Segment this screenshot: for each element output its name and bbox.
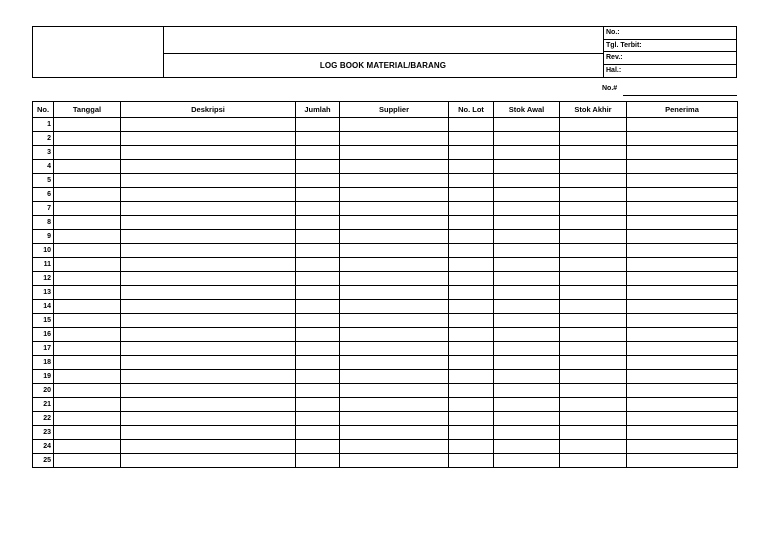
entry-cell[interactable]: [340, 286, 449, 300]
entry-cell[interactable]: [627, 286, 738, 300]
entry-cell[interactable]: [627, 370, 738, 384]
entry-cell[interactable]: [340, 244, 449, 258]
entry-cell[interactable]: [54, 440, 121, 454]
entry-cell[interactable]: [54, 174, 121, 188]
table-header-row: [33, 102, 738, 118]
entry-cell[interactable]: [627, 146, 738, 160]
entry-cell[interactable]: [54, 258, 121, 272]
entry-cell[interactable]: [560, 188, 627, 202]
col-header-stok-awal: Stok Awal: [494, 102, 560, 118]
entry-cell[interactable]: [340, 314, 449, 328]
col-header-tanggal: Tanggal: [54, 102, 121, 118]
entry-cell[interactable]: [560, 454, 627, 468]
entry-cell[interactable]: [494, 272, 560, 286]
table-row: [33, 216, 738, 230]
entry-cell[interactable]: [54, 272, 121, 286]
entry-cell[interactable]: [494, 174, 560, 188]
entry-cell[interactable]: [340, 146, 449, 160]
row-number: 22: [33, 412, 54, 426]
row-number: 3: [33, 146, 54, 160]
entry-cell[interactable]: [494, 216, 560, 230]
entry-cell[interactable]: [560, 412, 627, 426]
entry-cell[interactable]: [627, 426, 738, 440]
entry-cell[interactable]: [627, 384, 738, 398]
entry-cell[interactable]: [296, 174, 340, 188]
entry-cell[interactable]: [494, 286, 560, 300]
entry-cell[interactable]: [449, 202, 494, 216]
entry-cell[interactable]: [560, 132, 627, 146]
entry-cell[interactable]: [296, 146, 340, 160]
table-row: [33, 398, 738, 412]
entry-cell[interactable]: [340, 370, 449, 384]
row-number: 24: [33, 440, 54, 454]
row-number: 8: [33, 216, 54, 230]
entry-cell[interactable]: [494, 244, 560, 258]
entry-cell[interactable]: [121, 342, 296, 356]
row-number: 11: [33, 258, 54, 272]
entry-cell[interactable]: [449, 398, 494, 412]
entry-cell[interactable]: [494, 146, 560, 160]
entry-cell[interactable]: [449, 356, 494, 370]
entry-cell[interactable]: [54, 132, 121, 146]
header-blank-cell: [163, 27, 603, 54]
entry-cell[interactable]: [449, 286, 494, 300]
entry-cell[interactable]: [296, 426, 340, 440]
table-row: [33, 342, 738, 356]
row-number: 20: [33, 384, 54, 398]
meta-number: No.:: [604, 27, 737, 40]
entry-cell[interactable]: [340, 412, 449, 426]
entry-cell[interactable]: [340, 384, 449, 398]
entry-cell[interactable]: [121, 314, 296, 328]
col-header-jumlah: Jumlah: [296, 102, 340, 118]
table-row: [33, 202, 738, 216]
entry-cell[interactable]: [296, 258, 340, 272]
entry-cell[interactable]: [296, 300, 340, 314]
entry-cell[interactable]: [121, 398, 296, 412]
entry-cell[interactable]: [121, 202, 296, 216]
entry-cell[interactable]: [449, 174, 494, 188]
entry-cell[interactable]: [494, 454, 560, 468]
entry-cell[interactable]: [54, 454, 121, 468]
entry-cell[interactable]: [627, 188, 738, 202]
entry-cell[interactable]: [121, 384, 296, 398]
table-row: [33, 132, 738, 146]
entry-cell[interactable]: [449, 272, 494, 286]
entry-cell[interactable]: [54, 384, 121, 398]
entry-cell[interactable]: [449, 216, 494, 230]
table-row: [33, 314, 738, 328]
entry-cell[interactable]: [449, 258, 494, 272]
entry-cell[interactable]: [54, 398, 121, 412]
entry-cell[interactable]: [449, 300, 494, 314]
entry-cell[interactable]: [449, 146, 494, 160]
entry-cell[interactable]: [560, 328, 627, 342]
col-header-stok-akhir: Stok Akhir: [560, 102, 627, 118]
document-meta-block: [603, 27, 737, 77]
entry-cell[interactable]: [121, 160, 296, 174]
entry-cell[interactable]: [560, 174, 627, 188]
entry-cell[interactable]: [494, 160, 560, 174]
log-table-body: [33, 118, 738, 468]
entry-cell[interactable]: [627, 398, 738, 412]
entry-cell[interactable]: [340, 188, 449, 202]
row-number: 2: [33, 132, 54, 146]
entry-cell[interactable]: [560, 160, 627, 174]
entry-cell[interactable]: [121, 454, 296, 468]
entry-cell[interactable]: [627, 160, 738, 174]
entry-cell[interactable]: [121, 132, 296, 146]
entry-cell[interactable]: [296, 244, 340, 258]
doc-number-label: No.#: [602, 85, 618, 92]
entry-cell[interactable]: [340, 160, 449, 174]
table-row: [33, 412, 738, 426]
col-header-no-lot: No. Lot: [449, 102, 494, 118]
entry-cell[interactable]: [494, 300, 560, 314]
entry-cell[interactable]: [54, 216, 121, 230]
entry-cell[interactable]: [494, 356, 560, 370]
table-row: [33, 328, 738, 342]
entry-cell[interactable]: [627, 314, 738, 328]
entry-cell[interactable]: [54, 146, 121, 160]
entry-cell[interactable]: [340, 132, 449, 146]
entry-cell[interactable]: [560, 370, 627, 384]
entry-cell[interactable]: [54, 356, 121, 370]
entry-cell[interactable]: [54, 314, 121, 328]
table-row: [33, 230, 738, 244]
entry-cell[interactable]: [560, 118, 627, 132]
entry-cell[interactable]: [340, 300, 449, 314]
row-number: 4: [33, 160, 54, 174]
entry-cell[interactable]: [560, 286, 627, 300]
entry-cell[interactable]: [494, 440, 560, 454]
table-row: [33, 244, 738, 258]
entry-cell[interactable]: [340, 398, 449, 412]
entry-cell[interactable]: [296, 412, 340, 426]
table-row: [33, 426, 738, 440]
entry-cell[interactable]: [449, 160, 494, 174]
document-title: LOG BOOK MATERIAL/BARANG: [319, 60, 447, 70]
table-row: [33, 454, 738, 468]
entry-cell[interactable]: [296, 398, 340, 412]
entry-cell[interactable]: [494, 328, 560, 342]
entry-cell[interactable]: [494, 118, 560, 132]
entry-cell[interactable]: [340, 272, 449, 286]
entry-cell[interactable]: [560, 342, 627, 356]
entry-cell[interactable]: [296, 440, 340, 454]
col-header-penerima: Penerima: [627, 102, 738, 118]
entry-cell[interactable]: [449, 342, 494, 356]
entry-cell[interactable]: [340, 230, 449, 244]
entry-cell[interactable]: [296, 356, 340, 370]
row-number: 12: [33, 272, 54, 286]
entry-cell[interactable]: [627, 230, 738, 244]
entry-cell[interactable]: [296, 328, 340, 342]
doc-number-field[interactable]: [623, 95, 737, 96]
entry-cell[interactable]: [627, 244, 738, 258]
row-number: 17: [33, 342, 54, 356]
entry-cell[interactable]: [627, 132, 738, 146]
entry-cell[interactable]: [449, 454, 494, 468]
entry-cell[interactable]: [494, 342, 560, 356]
entry-cell[interactable]: [121, 370, 296, 384]
entry-cell[interactable]: [54, 342, 121, 356]
entry-cell[interactable]: [340, 258, 449, 272]
entry-cell[interactable]: [449, 314, 494, 328]
table-row: [33, 146, 738, 160]
entry-cell[interactable]: [494, 202, 560, 216]
entry-cell[interactable]: [560, 314, 627, 328]
entry-cell[interactable]: [449, 412, 494, 426]
row-number: 19: [33, 370, 54, 384]
entry-cell[interactable]: [627, 202, 738, 216]
entry-cell[interactable]: [627, 216, 738, 230]
entry-cell[interactable]: [449, 244, 494, 258]
entry-cell[interactable]: [54, 412, 121, 426]
entry-cell[interactable]: [449, 328, 494, 342]
entry-cell[interactable]: [449, 188, 494, 202]
entry-cell[interactable]: [296, 454, 340, 468]
entry-cell[interactable]: [121, 230, 296, 244]
row-number: 6: [33, 188, 54, 202]
entry-cell[interactable]: [560, 146, 627, 160]
entry-cell[interactable]: [340, 216, 449, 230]
table-row: [33, 188, 738, 202]
entry-cell[interactable]: [340, 356, 449, 370]
entry-cell[interactable]: [340, 440, 449, 454]
entry-cell[interactable]: [296, 160, 340, 174]
log-table: [32, 101, 738, 468]
entry-cell[interactable]: [560, 356, 627, 370]
entry-cell[interactable]: [494, 370, 560, 384]
entry-cell[interactable]: [54, 244, 121, 258]
entry-cell[interactable]: [54, 188, 121, 202]
entry-cell[interactable]: [121, 426, 296, 440]
entry-cell[interactable]: [494, 258, 560, 272]
meta-revision: Rev.:: [604, 52, 737, 65]
row-number: 23: [33, 426, 54, 440]
entry-cell[interactable]: [121, 272, 296, 286]
entry-cell[interactable]: [54, 426, 121, 440]
row-number: 10: [33, 244, 54, 258]
entry-cell[interactable]: [560, 300, 627, 314]
entry-cell[interactable]: [121, 146, 296, 160]
entry-cell[interactable]: [449, 230, 494, 244]
entry-cell[interactable]: [340, 328, 449, 342]
entry-cell[interactable]: [121, 356, 296, 370]
entry-cell[interactable]: [627, 454, 738, 468]
entry-cell[interactable]: [494, 314, 560, 328]
entry-cell[interactable]: [54, 300, 121, 314]
entry-cell[interactable]: [340, 202, 449, 216]
entry-cell[interactable]: [121, 412, 296, 426]
entry-cell[interactable]: [560, 244, 627, 258]
entry-cell[interactable]: [296, 342, 340, 356]
row-number: 9: [33, 230, 54, 244]
entry-cell[interactable]: [627, 258, 738, 272]
table-row: [33, 174, 738, 188]
table-row: [33, 258, 738, 272]
row-number: 21: [33, 398, 54, 412]
entry-cell[interactable]: [560, 384, 627, 398]
entry-cell[interactable]: [121, 174, 296, 188]
entry-cell[interactable]: [627, 412, 738, 426]
entry-cell[interactable]: [121, 216, 296, 230]
entry-cell[interactable]: [121, 286, 296, 300]
entry-cell[interactable]: [121, 440, 296, 454]
entry-cell[interactable]: [627, 356, 738, 370]
entry-cell[interactable]: [560, 426, 627, 440]
entry-cell[interactable]: [627, 300, 738, 314]
entry-cell[interactable]: [560, 216, 627, 230]
entry-cell[interactable]: [296, 272, 340, 286]
row-number: 7: [33, 202, 54, 216]
entry-cell[interactable]: [296, 230, 340, 244]
entry-cell[interactable]: [121, 258, 296, 272]
document-header: [32, 26, 737, 78]
entry-cell[interactable]: [560, 398, 627, 412]
table-row: [33, 384, 738, 398]
entry-cell[interactable]: [296, 314, 340, 328]
table-row: [33, 440, 738, 454]
table-row: [33, 300, 738, 314]
entry-cell[interactable]: [54, 118, 121, 132]
table-row: [33, 160, 738, 174]
entry-cell[interactable]: [296, 118, 340, 132]
entry-cell[interactable]: [121, 300, 296, 314]
entry-cell[interactable]: [560, 230, 627, 244]
entry-cell[interactable]: [494, 132, 560, 146]
table-row: [33, 272, 738, 286]
entry-cell[interactable]: [560, 440, 627, 454]
entry-cell[interactable]: [449, 440, 494, 454]
entry-cell[interactable]: [627, 272, 738, 286]
entry-cell[interactable]: [296, 370, 340, 384]
entry-cell[interactable]: [494, 426, 560, 440]
entry-cell[interactable]: [494, 188, 560, 202]
entry-cell[interactable]: [121, 118, 296, 132]
row-number: 25: [33, 454, 54, 468]
entry-cell[interactable]: [340, 454, 449, 468]
entry-cell[interactable]: [449, 118, 494, 132]
row-number: 16: [33, 328, 54, 342]
entry-cell[interactable]: [449, 370, 494, 384]
meta-issue-date: Tgl. Terbit:: [604, 40, 737, 53]
entry-cell[interactable]: [296, 188, 340, 202]
entry-cell[interactable]: [296, 132, 340, 146]
table-row: [33, 356, 738, 370]
row-number: 15: [33, 314, 54, 328]
entry-cell[interactable]: [340, 118, 449, 132]
meta-page: Hal.:: [606, 66, 622, 74]
entry-cell[interactable]: [54, 328, 121, 342]
entry-cell[interactable]: [560, 202, 627, 216]
entry-cell[interactable]: [54, 370, 121, 384]
entry-cell[interactable]: [560, 258, 627, 272]
entry-cell[interactable]: [340, 426, 449, 440]
entry-cell[interactable]: [449, 132, 494, 146]
entry-cell[interactable]: [627, 118, 738, 132]
entry-cell[interactable]: [494, 230, 560, 244]
row-number: 14: [33, 300, 54, 314]
entry-cell[interactable]: [627, 328, 738, 342]
entry-cell[interactable]: [494, 398, 560, 412]
table-row: [33, 286, 738, 300]
entry-cell[interactable]: [494, 412, 560, 426]
entry-cell[interactable]: [449, 384, 494, 398]
row-number: 18: [33, 356, 54, 370]
logo-cell: [33, 27, 164, 77]
entry-cell[interactable]: [449, 426, 494, 440]
entry-cell[interactable]: [54, 160, 121, 174]
entry-cell[interactable]: [560, 272, 627, 286]
entry-cell[interactable]: [340, 342, 449, 356]
entry-cell[interactable]: [627, 342, 738, 356]
entry-cell[interactable]: [296, 216, 340, 230]
entry-cell[interactable]: [494, 384, 560, 398]
col-header-deskripsi: Deskripsi: [121, 102, 296, 118]
entry-cell[interactable]: [121, 328, 296, 342]
entry-cell[interactable]: [121, 188, 296, 202]
entry-cell[interactable]: [121, 244, 296, 258]
entry-cell[interactable]: [296, 286, 340, 300]
row-number: 13: [33, 286, 54, 300]
entry-cell[interactable]: [54, 202, 121, 216]
entry-cell[interactable]: [54, 286, 121, 300]
entry-cell[interactable]: [54, 230, 121, 244]
table-row: [33, 370, 738, 384]
entry-cell[interactable]: [296, 384, 340, 398]
entry-cell[interactable]: [340, 174, 449, 188]
row-number: 5: [33, 174, 54, 188]
col-header-no: No.: [33, 102, 54, 118]
entry-cell[interactable]: [627, 174, 738, 188]
entry-cell[interactable]: [296, 202, 340, 216]
entry-cell[interactable]: [627, 440, 738, 454]
table-row: [33, 118, 738, 132]
col-header-supplier: Supplier: [340, 102, 449, 118]
row-number: 1: [33, 118, 54, 132]
